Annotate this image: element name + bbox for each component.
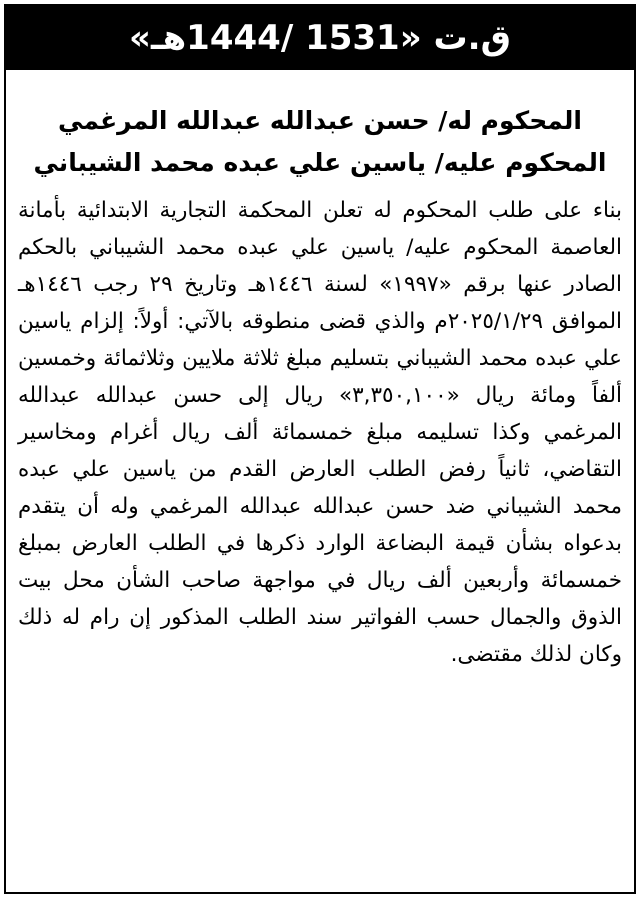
case-reference: ق.ت «1531 /1444هـ» [129,18,511,58]
judged-against-line: المحكوم عليه/ ياسين علي عبده محمد الشيباني [33,148,607,177]
case-reference-banner [6,6,634,70]
judged-for-line: المحكوم له/ حسن عبدالله عبدالله المرغمي [58,106,582,135]
notice-body: بناء على طلب المحكوم له تعلن المحكمة التجارية الابتدائية بأمانة العاصمة المحكوم عليه/ ياسين علي عبده محمد الشيباني بالحكم الصادر عنها برقم «١٩٩٧» لسنة ١٤٤٦هـ وتاريخ ٢٩ رجب ١٤٤٦هـ الموافق ٢٠٢٥/١/٢٩م والذي قضى منطوقه بالآتي: أولاً: إلزام ياسين علي عبده محمد الشيباني بتسليم مبلغ ثلاثة ملايين وثلاثمائة وخمسين ألفاً ومائة ريال «٣,٣٥٠,١٠٠» ريال إلى حسن عبدالله عبدالله المرغمي وكذا تسليمه مبلغ خمسمائة ألف ريال أغرام ومخاسير التقاضي، ثانياً رفض الطلب العارض القدم من ياسين علي عبده محمد الشيباني ضد حسن عبدالله عبدالله المرغمي وله أن يتقدم بدعواه بشأن قيمة البضاعة الوارد ذكرها في الطلب العارض بمبلغ خمسمائة وأربعين ألف ريال في مواجهة صاحب الشأن محل بيت الذوق والجمال حسب الفواتير سند الطلب المذكور إن رام له ذلك وكان لذلك مقتضى. [18,198,623,667]
court-notice [4,4,636,894]
parties-block [6,70,634,184]
